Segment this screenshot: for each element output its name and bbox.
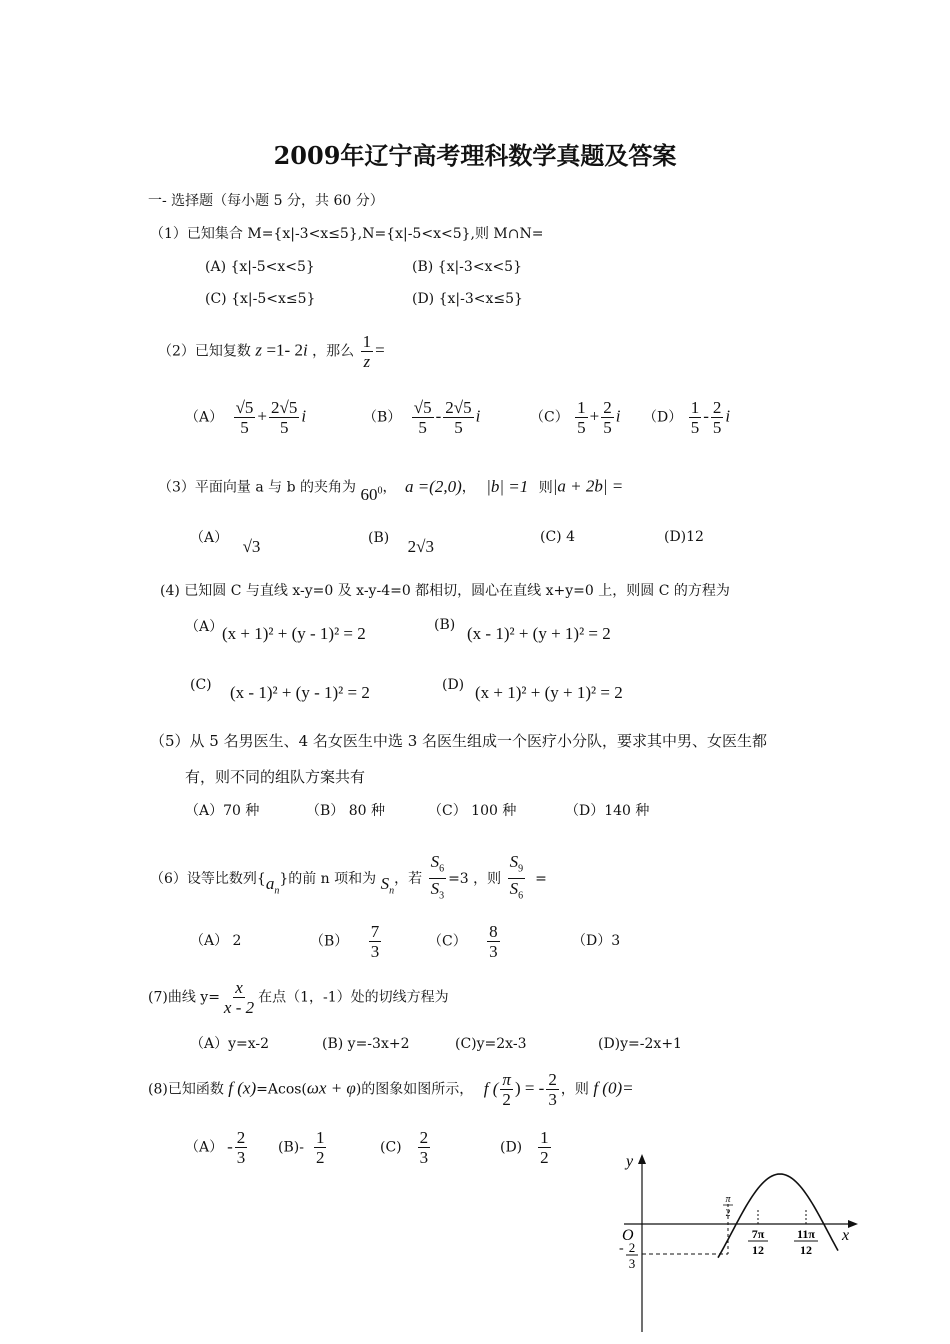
- q2-equals: =: [375, 340, 385, 360]
- y-axis-arrow-icon: [638, 1154, 646, 1164]
- q2-option-d: （D） $\frac{1}{5}$ - $\frac{2}{5}$ i: [643, 398, 731, 437]
- q2-option-b: （B） $\frac{√5}{5}$ - $\frac{2√5}{5}$ i: [363, 398, 481, 437]
- q3-angle: 60: [360, 484, 378, 504]
- section-header: 一- 选择题（每小题 5 分，共 60 分）: [148, 193, 384, 209]
- q6-ratio-asked: $\frac{S_9}{S_6}$: [509, 852, 524, 902]
- seven-pi-den: 12: [752, 1243, 764, 1257]
- q2-option-c: （C） $\frac{1}{5}$ + $\frac{2}{5}$ i: [530, 398, 621, 437]
- q5-option-a: （A）70 种: [185, 803, 260, 819]
- q6-option-c: （C） $\frac{8}{3}$: [428, 922, 498, 961]
- q6-stem: （6）设等比数列$\{a_n\}$的前 n 项和为 $S_n$，若 $\frac{S_6}{S_3}$ =3 ，则 $\frac{S_9}{S_6}$ =: [150, 852, 547, 906]
- q5-option-b: （B） 80 种: [306, 803, 386, 819]
- neg-sign: -: [619, 1241, 624, 1256]
- eleven-pi-num: 11π: [797, 1227, 815, 1241]
- q3-expression: |a + 2b| =: [552, 476, 624, 496]
- q1-option-c: (C) {x|-5<x≤5}: [205, 291, 316, 307]
- q3-option-a: （A） √3: [190, 530, 261, 556]
- q7-stem: (7)曲线 y= $\frac{x}{x - 2}$ 在点（1，-1）处的切线方程为: [148, 978, 449, 1017]
- q5-option-d: （D）140 种: [565, 803, 650, 819]
- q2-option-a: （A） $\frac{√5}{5}$ + $\frac{2√5}{5}$ i: [185, 398, 307, 437]
- origin-label: O: [622, 1227, 634, 1244]
- q6-option-d: （D）3: [572, 933, 621, 949]
- q4-option-d-label: (D): [442, 677, 465, 693]
- q4-option-d: (x + 1)² + (y + 1)² = 2: [475, 683, 623, 702]
- q7-fraction: $\frac{x}{x - 2}$: [223, 978, 255, 1017]
- pi-over-2-num: π: [725, 1194, 731, 1205]
- eleven-pi-den: 12: [800, 1243, 812, 1257]
- q8-option-b: (B)- $\frac{1}{2}$: [278, 1128, 325, 1167]
- q4-option-a: (x + 1)² + (y - 1)² = 2: [222, 624, 366, 643]
- q7-option-b: (B) y=-3x+2: [322, 1036, 410, 1052]
- q2-stem: [158, 332, 385, 371]
- q4-option-b-label: (B): [434, 617, 456, 633]
- q4-option-a-label: （A）: [185, 619, 224, 635]
- pi-over-2-den: 2: [725, 1208, 731, 1219]
- q2-z: z: [255, 340, 262, 360]
- q7-option-a: （A）y=x-2: [190, 1036, 270, 1052]
- q4-option-b: (x - 1)² + (y + 1)² = 2: [467, 624, 611, 643]
- q8-stem: (8)已知函数 f (x)=Acos(ωx + φ)的图象如图所示， f ( $\frac{\pi}{2}$ ) = - $\frac{2}{3}$ ，则 f (0)=: [148, 1070, 634, 1109]
- q6-ratio-given: $\frac{S_6}{S_3}$: [430, 852, 445, 902]
- q2-eq: =1- 2: [266, 340, 303, 360]
- q2-fraction: $\frac{1}{z}$: [362, 332, 372, 371]
- q2-i: i: [302, 340, 308, 360]
- q8-option-a: （A） - $\frac{2}{3}$: [185, 1128, 246, 1167]
- q5-stem-line2: 有，则不同的组队方案共有: [185, 768, 366, 786]
- q3-a-vector: a =(2,0): [404, 476, 462, 496]
- q3-option-b: (B) 2√3: [368, 530, 435, 556]
- q2-then: ，那么: [312, 343, 355, 360]
- q4-stem: (4) 已知圆 C 与直线 x-y=0 及 x-y-4=0 都相切，圆心在直线 x+y=0 上，则圆 C 的方程为: [160, 583, 730, 599]
- cosine-curve: [718, 1174, 838, 1258]
- q7-option-d: (D)y=-2x+1: [598, 1036, 682, 1052]
- x-axis-arrow-icon: [848, 1220, 858, 1228]
- q4-option-c-label: (C): [190, 677, 212, 693]
- q8-option-d: (D) $\frac{1}{2}$: [500, 1128, 549, 1167]
- neg-two-thirds-den: 3: [628, 1256, 636, 1271]
- neg-two-thirds-num: 2: [628, 1240, 636, 1255]
- seven-pi-num: 7π: [751, 1227, 765, 1241]
- q7-option-c: (C)y=2x-3: [455, 1036, 527, 1052]
- q3-option-d: (D)12: [664, 529, 704, 545]
- q3-option-c: (C) 4: [540, 529, 575, 545]
- x-axis-label: x: [842, 1227, 850, 1244]
- q5-option-c: （C） 100 种: [428, 803, 517, 819]
- q6-option-a: （A） 2: [190, 933, 242, 949]
- q6-option-b: （B） $\frac{7}{3}$: [310, 922, 380, 961]
- q1-option-b: (B) {x|-3<x<5}: [412, 259, 522, 275]
- q8-option-c: (C) $\frac{2}{3}$: [380, 1128, 429, 1167]
- y-axis-label: y: [626, 1153, 634, 1170]
- q1-option-d: (D) {x|-3<x≤5}: [412, 291, 523, 307]
- q1-stem: （1）已知集合 M={x|-3<x≤5},N={x|-5<x<5},则 M∩N=: [150, 226, 544, 242]
- q2-label: （2）已知复数: [158, 343, 251, 360]
- q3-b-norm: |b| =1: [486, 476, 529, 496]
- cosine-graph: [610, 1150, 870, 1340]
- q3-stem: （3）平面向量 a 与 b 的夹角为 $60^0$， a =(2,0)， |b| =1 则|a + 2b| =: [158, 476, 624, 504]
- page-title: 2009年辽宁高考理科数学真题及答案: [273, 141, 677, 170]
- q4-option-c: (x - 1)² + (y - 1)² = 2: [230, 683, 370, 702]
- q1-option-a: (A) {x|-5<x<5}: [205, 259, 315, 275]
- q5-stem-line1: （5）从 5 名男医生、4 名女医生中选 3 名医生组成一个医疗小分队，要求其中男、女医生都: [150, 732, 768, 750]
